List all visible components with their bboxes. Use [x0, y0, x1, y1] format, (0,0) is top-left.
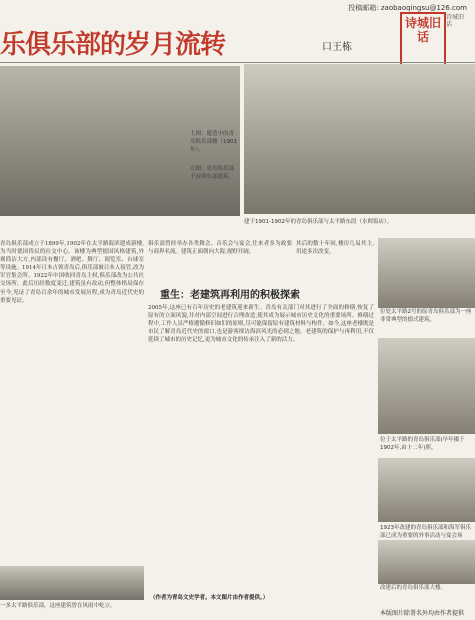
contribution-email: 投稿邮箱: zaobaoqingsu@126.com — [348, 4, 467, 12]
top-right-photo — [244, 64, 475, 214]
article-title: 乐俱乐部的岁月流转 — [0, 30, 226, 60]
header-rule — [0, 62, 475, 63]
side-photo-4 — [378, 540, 475, 584]
author-byline: 口王栋 — [322, 42, 352, 53]
section-subhead: 重生：老建筑再利用的积极探索 — [160, 290, 300, 301]
side-caption-2: 位于太平路的青岛俱乐部(早年摄于1902年,由十二年)照。 — [380, 437, 465, 451]
caption-top: 上图：建造中的青岛俱乐部楼（1901年）。 — [190, 131, 237, 153]
side-caption-3: 1923年改建的青岛俱乐部和海军俱乐部已成为重要的外事活动与宴会场 — [380, 525, 471, 539]
body-column-right: 其后的数十年间,楼房几易其主,用途多次改变。 — [296, 241, 374, 256]
body-column-section: 2005年,这座已有百年历史的老建筑迎来新生。青岛有关部门对其进行了全面的修缮,恢复了原有的立面风貌,并对内部空间进行合理改造,使其成为展示城市历史文化的重要场所。修缮过程中,工作人员严格遵循修旧如旧的原则,尽可能保留原有建筑材料与构件。如今,这座老楼既是市民了解青岛近代史的窗口,也是游客探访海滨风光的必到之地。老建筑的保护与再利用,不仅延续了城市的历史记忆,更为城市文化的传承注入了新的活力。 — [148, 305, 374, 344]
side-photo-2 — [378, 338, 475, 434]
column-stamp-text: 诗城旧话 — [404, 16, 441, 44]
bottom-caption: 一多太平路俱乐部，这座建筑曾在风雨中屹立。 — [0, 603, 116, 609]
side-caption-4: 改建后的青岛俱乐部大楼。 — [380, 585, 447, 591]
column-stamp — [400, 12, 446, 66]
column-stamp-side: 诗城旧话 — [446, 14, 465, 28]
body-column-left: 青岛俱乐部成立于1899年,1902年在太平路海滨建成新楼,为当时德国侨民的社交中心。该楼为典型德国风格建筑,外观简洁大方,内部设有餐厅、酒吧、舞厅、阅览室、台球室等设施。1914年日本占领青岛后,俱乐部被日本人接管,改为军官集会所。1922年中国收回青岛主权,俱乐部改为公共社交场所。此后历经数度变迁,建筑虽有改动,但整体格局保存至今,见证了青岛百余年的城市发展历程,成为青岛近代史的重要见证。 — [0, 241, 144, 304]
side-photo-1 — [378, 238, 475, 308]
caption-panorama: 建于1901-1902年的青岛俱乐部与太平路东段（水师饭店）。 — [244, 219, 393, 225]
page-footer: 本版图片除署名外均由作者提供 — [380, 610, 465, 617]
author-note: （作者为青岛文史学者。本文图片由作者提供。） — [150, 595, 269, 601]
bottom-photo — [0, 566, 144, 600]
caption-left: 左图：青岛俱乐部于台西东部建筑。 — [190, 166, 235, 180]
side-caption-1: 位处太平路2号的原青岛俱乐部为一座非常典型的德式建筑。 — [380, 309, 472, 323]
side-photo-3 — [378, 458, 475, 522]
body-column-mid: 俱乐部曾经举办各类舞会、音乐会与宴会,往来者多为政要与商界名流。建筑正面朝向大海,视野开阔。 — [148, 241, 292, 256]
